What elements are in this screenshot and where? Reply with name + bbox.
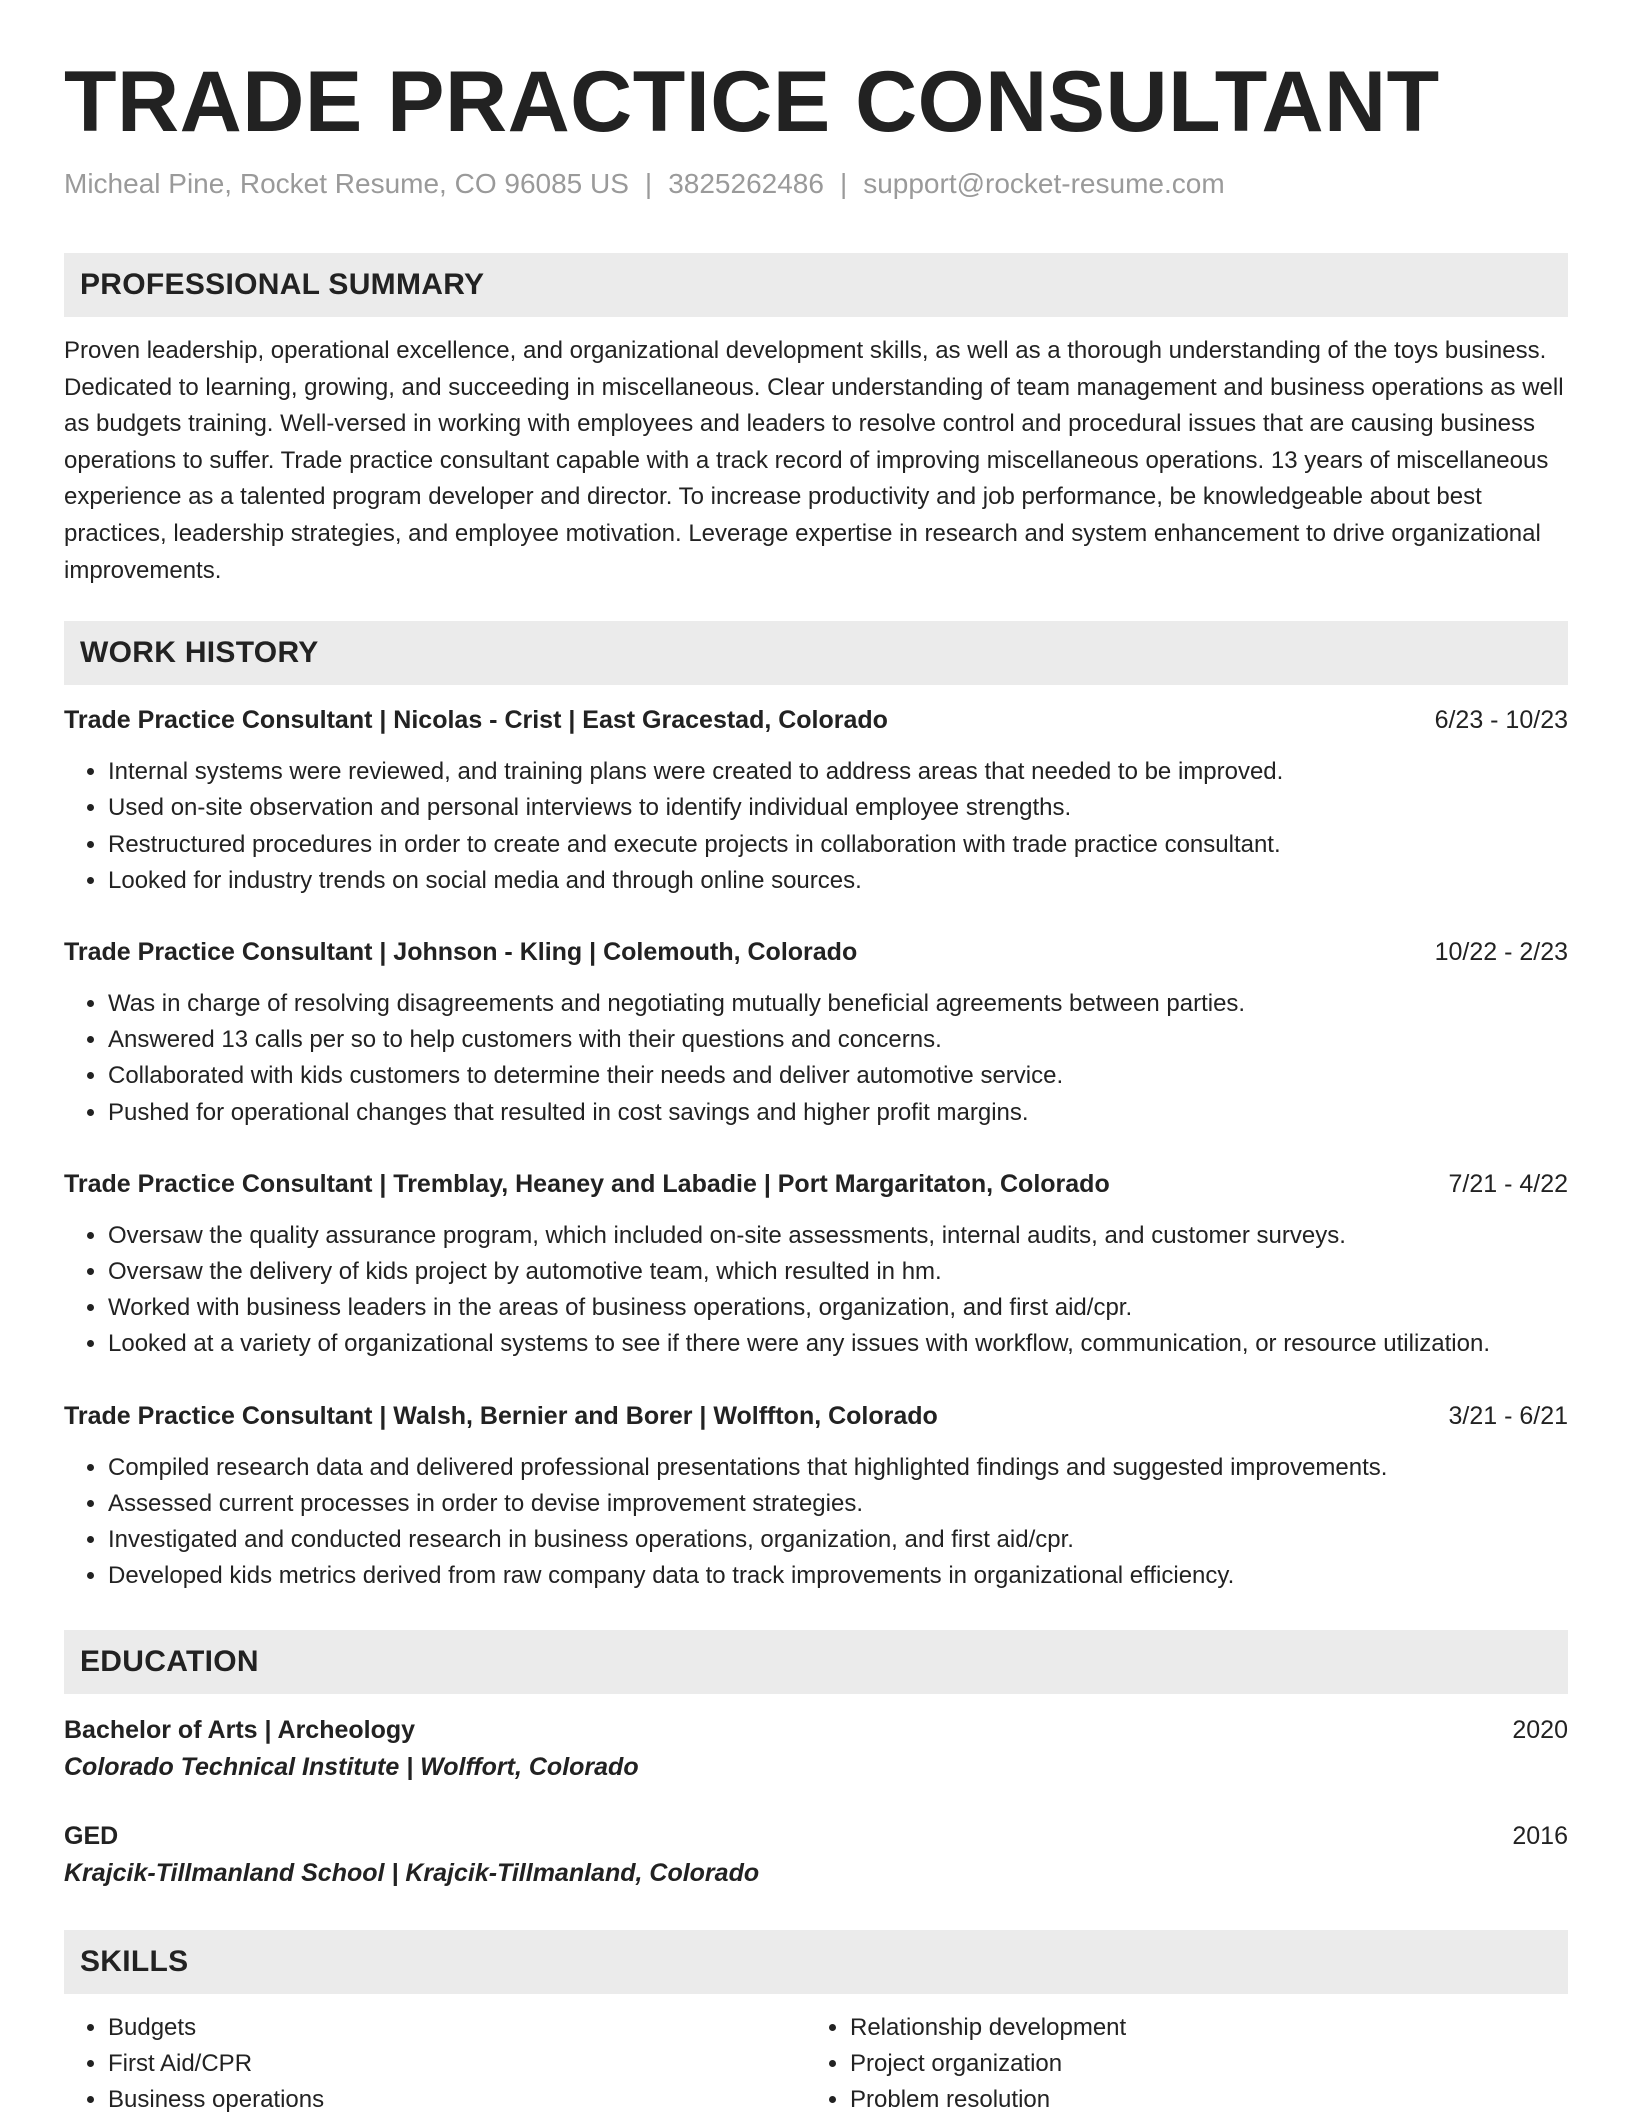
education-year: 2020 bbox=[1512, 1716, 1568, 1745]
job-bullet: • Restructured procedures in order to create and execute projects in collaboration with trade practice consultant. bbox=[108, 827, 1568, 863]
job-bullet: • Assessed current processes in order to devise improvement strategies. bbox=[108, 1486, 1568, 1522]
job-bullet: • Answered 13 calls per so to help customers with their questions and concerns. bbox=[108, 1022, 1568, 1058]
job-header bbox=[64, 935, 1568, 969]
job-title: Trade Practice Consultant | Johnson - Kling | Colemouth, Colorado bbox=[64, 937, 858, 966]
summary-text: Proven leadership, operational excellence, and organizational development skills, as well as a thorough understanding of the toys business. Dedicated to learning, growing, and succeeding in miscellaneous. Clear understanding of team management and business operations as well as budgets training. Well-versed in working with employees and leaders to resolve control and procedural issues that are causing business operations to suffer. Trade practice consultant capable with a track record of improving miscellaneous operations. 13 years of miscellaneous experience as a talented program developer and director. To increase productivity and job performance, be knowledgeable about best practices, leadership strategies, and employee motivation. Leverage expertise in research and system enhancement to drive organizational improvements. bbox=[64, 337, 1564, 584]
job-dates: 10/22 - 2/23 bbox=[1434, 937, 1568, 966]
contact-phone: 3825262486 bbox=[668, 168, 824, 199]
job-bullets bbox=[64, 1450, 1568, 1595]
contact-separator: | bbox=[644, 168, 653, 199]
job-bullet: • Used on-site observation and personal interviews to identify individual employee strengths. bbox=[108, 790, 1568, 826]
job-bullet: • Oversaw the quality assurance program, which included on-site assessments, internal audits, and customer surveys. bbox=[108, 1218, 1568, 1254]
job-bullets bbox=[64, 986, 1568, 1131]
section-heading-skills: SKILLS bbox=[64, 1930, 1568, 1994]
job-header bbox=[64, 1167, 1568, 1201]
education-entry bbox=[64, 1712, 1568, 1786]
skills-list bbox=[64, 2010, 1568, 2118]
skill-item: • First Aid/CPR bbox=[108, 2046, 806, 2082]
job-bullet: • Oversaw the delivery of kids project by automotive team, which resulted in hm. bbox=[108, 1254, 1568, 1290]
job-entry bbox=[64, 703, 1568, 899]
job-bullet: • Looked at a variety of organizational systems to see if there were any issues with workflow, communication, or resource utilization. bbox=[108, 1326, 1568, 1362]
skill-item: • Budgets bbox=[108, 2010, 806, 2046]
job-bullet: • Internal systems were reviewed, and training plans were created to address areas that needed to be improved. bbox=[108, 754, 1568, 790]
job-bullet: • Compiled research data and delivered professional presentations that highlighted findings and suggested improvements. bbox=[108, 1450, 1568, 1486]
job-header bbox=[64, 1399, 1568, 1433]
job-title: Trade Practice Consultant | Walsh, Bernier and Borer | Wolffton, Colorado bbox=[64, 1401, 938, 1430]
contact-address: Micheal Pine, Rocket Resume, CO 96085 US bbox=[64, 168, 629, 199]
job-title: Trade Practice Consultant | Nicolas - Crist | East Gracestad, Colorado bbox=[64, 706, 888, 735]
resume-page bbox=[64, 0, 1568, 2118]
education-entry bbox=[64, 1818, 1568, 1892]
skill-item: • Problem resolution bbox=[850, 2082, 1548, 2118]
job-title: Trade Practice Consultant | Tremblay, Heaney and Labadie | Port Margaritaton, Colorado bbox=[64, 1169, 1110, 1198]
job-bullets bbox=[64, 1218, 1568, 1363]
education-header bbox=[64, 1818, 1568, 1854]
skill-item: • Business operations bbox=[108, 2082, 806, 2118]
education-degree: GED bbox=[64, 1822, 119, 1851]
job-dates: 7/21 - 4/22 bbox=[1448, 1169, 1568, 1198]
contact-line bbox=[64, 166, 1568, 202]
job-bullet: • Was in charge of resolving disagreements and negotiating mutually beneficial agreements between parties. bbox=[108, 986, 1568, 1022]
skills-column-left bbox=[64, 2010, 806, 2118]
job-dates: 6/23 - 10/23 bbox=[1434, 706, 1568, 735]
section-heading-summary: PROFESSIONAL SUMMARY bbox=[64, 253, 1568, 317]
education-degree: Bachelor of Arts | Archeology bbox=[64, 1716, 416, 1745]
job-bullet: • Worked with business leaders in the areas of business operations, organization, and first aid/cpr. bbox=[108, 1290, 1568, 1326]
education-school: Colorado Technical Institute | Wolffort, Colorado bbox=[64, 1753, 639, 1782]
job-bullet: • Pushed for operational changes that resulted in cost savings and higher profit margins. bbox=[108, 1095, 1568, 1131]
job-header bbox=[64, 703, 1568, 737]
section-heading-work-history: WORK HISTORY bbox=[64, 621, 1568, 685]
resume-title: TRADE PRACTICE CONSULTANT bbox=[64, 54, 1440, 150]
job-entry bbox=[64, 935, 1568, 1131]
job-entry bbox=[64, 1167, 1568, 1363]
job-bullet: • Looked for industry trends on social media and through online sources. bbox=[108, 863, 1568, 899]
job-bullets bbox=[64, 754, 1568, 899]
job-entry bbox=[64, 1399, 1568, 1595]
contact-separator: | bbox=[839, 168, 848, 199]
job-bullet: • Collaborated with kids customers to determine their needs and deliver automotive service. bbox=[108, 1058, 1568, 1094]
contact-email: support@rocket-resume.com bbox=[863, 168, 1225, 199]
section-heading-education: EDUCATION bbox=[64, 1630, 1568, 1694]
job-dates: 3/21 - 6/21 bbox=[1448, 1401, 1568, 1430]
skills-column-right bbox=[806, 2010, 1548, 2118]
education-header bbox=[64, 1712, 1568, 1748]
education-year: 2016 bbox=[1512, 1822, 1568, 1851]
job-bullet: • Investigated and conducted research in business operations, organization, and first aid/cpr. bbox=[108, 1522, 1568, 1558]
job-bullet: • Developed kids metrics derived from raw company data to track improvements in organizational efficiency. bbox=[108, 1558, 1568, 1594]
education-school: Krajcik-Tillmanland School | Krajcik-Tillmanland, Colorado bbox=[64, 1859, 760, 1888]
skill-item: • Project organization bbox=[850, 2046, 1548, 2082]
skill-item: • Relationship development bbox=[850, 2010, 1548, 2046]
